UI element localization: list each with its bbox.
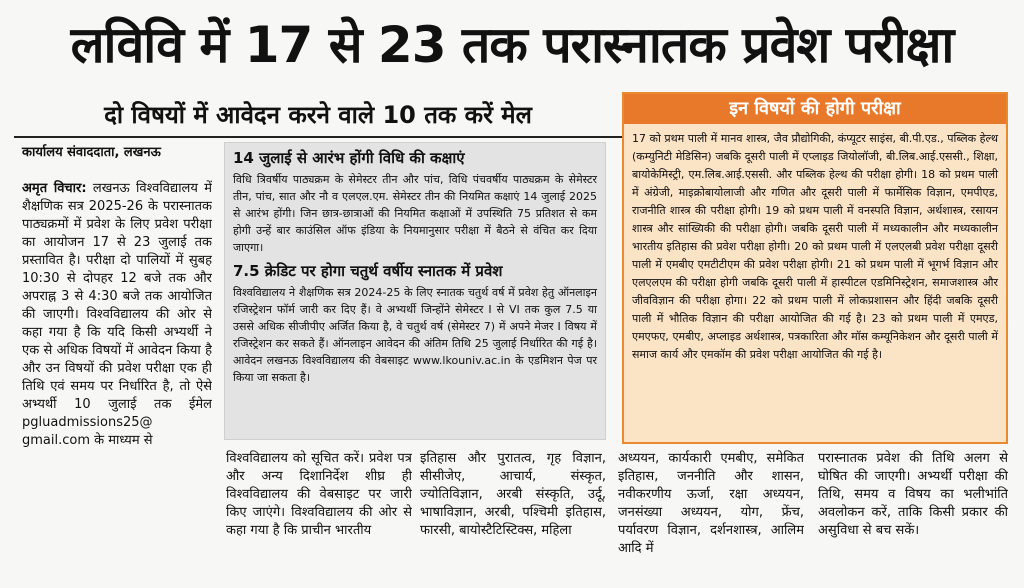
ug-admission-heading: 7.5 क्रेडिट पर होगा चतुर्थ वर्षीय स्नातक में प्रवेश [233, 262, 503, 280]
column-1-text: लखनऊ विश्वविद्यालय में शैक्षणिक सत्र 2025-26 के परास्नातक पाठ्यक्रमों में प्रवेश के लिए प्रवेश परीक्षा का आयोजन 17 से 23 जुलाई तक प्रस्तावित है। परीक्षा दो पालियों में सुबह 10:30 से दोपहर 12 बजे तक और अपराह्न 3 से 4:30 बजे तक आयोजित की जाएगी। विश्वविद्यालय की ओर से कहा गया है कि यदि किसी अभ्यर्थी ने एक से अधिक विषयों में आवेदन किया है और उन विषयों की प्रवेश परीक्षा एक ही तिथि एवं समय पर निर्धारित है, तो ऐसे अभ्यर्थी 10 जुलाई तक ईमेल pgluadmissions25@ gmail.com के माध्यम से [22, 181, 212, 448]
law-classes-heading: 14 जुलाई से आरंभ होंगी विधि की कक्षाएं [233, 149, 465, 167]
ug-admission-text: विश्वविद्यालय ने शैक्षणिक सत्र 2024-25 के लिए स्नातक चतुर्थ वर्ष में प्रवेश हेतु ऑनलाइन रजिस्ट्रेशन फॉर्म जारी कर दिए हैं। वे अभ्यर्थी जिन्होंने सेमेस्टर I से VI तक कुल 7.5 या उससे अधिक सीजीपीए अर्जित किया है, वे चतुर्थ वर्ष (सेमेस्टर 7) में अपने मेजर I विषय में रजिस्ट्रेशन कर सकते हैं। ऑनलाइन आवेदन की अंतिम तिथि 25 जुलाई निर्धारित की गई है। आवेदन लखनऊ विश्वविद्यालय की वेबसाइट www.lkouniv.ac.in के एडमिशन पेज पर किया जा सकता है। [233, 286, 597, 384]
exam-subjects-title: इन विषयों की होगी परीक्षा [624, 94, 1006, 124]
divider [14, 136, 624, 138]
lead-label: अमृत विचार: [22, 181, 87, 196]
subheadline: दो विषयों में आवेदन करने वाले 10 तक करें मेल [104, 101, 532, 129]
article-column-5: परास्नातक प्रवेश की तिथि अलग से घोषित की जाएगी। अभ्यर्थी परीक्षा की तिथि, समय व विषय का भलीभांति अवलोकन करें, ताकि किसी प्रकार की असुविधा से बच सकें। [818, 451, 1008, 538]
exam-subjects-text: 17 को प्रथम पाली में मानव शास्त्र, जैव प्रौद्योगिकी, कंप्यूटर साइंस, बी.पी.एड., पब्लिक हेल्थ (कम्युनिटी मेडिसिन) जबकि दूसरी पाली में एप्लाइड जियोलॉजी, बी.लिब.आई.एससी., शिक्षा, बायोकेमिस्ट्री, एम.लिब.आई.एससी. और पब्लिक हेल्थ की परीक्षा होगी। 18 को प्रथम पाली में अंग्रेजी, माइक्रोबायोलाजी और गणित और दूसरी पाली में फार्मेसिक विज्ञान, एमपीएड, राजनीति शास्त्र की परीक्षा होगी। 19 को प्रथम पाली में वनस्पति विज्ञान, अर्थशास्त्र, रसायन शास्त्र और सांख्यिकी की परीक्षा होगी। जबकि दूसरी पाली में मध्यकालीन और मध्यकालीन भारतीय इतिहास की प्रवेश परीक्षा होगी। 20 को प्रथम पाली में एलएलबी प्रवेश परीक्षा दूसरी पाली में एमबीए एमटीटीएम की प्रवेश परीक्षा होगी। 21 को प्रथम पाली में भूगर्भ विज्ञान और एलएलएम की परीक्षा होगी जबकि दूसरी पाली में हास्पीटल एडमिनिस्ट्रेशन, समाजशास्त्र और जीवविज्ञान की परीक्षा होगा। 22 को प्रथम पाली में लोकप्रशासन और हिंदी जबकि दूसरी पाली में भौतिक विज्ञान की परीक्षा आयोजित की गई है। 23 को प्रथम पाली में एमएड, एमएफए, एमबीए, अप्लाइड अर्थशास्त्र, पत्रकारिता और मॉस कम्यूनिकेशन और दूसरी पाली में समाज कार्य और एमकॉम की प्रवेश परीक्षा आयोजित की गई है। [632, 132, 998, 361]
article-column-4: अध्ययन, कार्यकारी एमबीए, समेकित इतिहास, जननीति और शासन, नवीकरणीय ऊर्जा, रक्षा अध्ययन, जनसंख्या अध्ययन, योग, फ्रेंच, पर्यावरण विज्ञान, दर्शनशास्त्र, आलिम आदि में [618, 451, 804, 556]
article-column-2: विश्वविद्यालय को सूचित करें। प्रवेश पत्र और अन्य दिशानिर्देश शीघ्र ही विश्वविद्यालय की वेबसाइट पर जारी किए जाएंगे। विश्वविद्यालय की ओर से कहा गया है कि प्राचीन भारतीय [226, 451, 412, 538]
article-column-3: इतिहास और पुरातत्व, गृह विज्ञान, सीसीजेए, आचार्य, संस्कृत, ज्योतिविज्ञान, अरबी संस्कृति, उर्दू, भाषाविज्ञान, अरबी, पश्चिमी इतिहास, फारसी, बायोस्टैटिस्टिक्स, महिला [420, 451, 606, 538]
article-column-1 [22, 180, 212, 588]
headline: लविवि में 17 से 23 तक परास्नातक प्रवेश परीक्षा [70, 16, 954, 74]
sidebar-box-law-ug [224, 142, 606, 440]
law-classes-text: विधि त्रिवर्षीय पाठ्यक्रम के सेमेस्टर तीन और पांच, विधि पंचवर्षीय पाठ्यक्रम के सेमेस्टर तीन, पांच, सात और नौ व एलएल.एम. सेमेस्टर तीन की नियमित कक्षाएं 14 जुलाई 2025 से आरंभ होंगी। जिन छात्र-छात्राओं की नियमित कक्षाओं में उपस्थिति 75 प्रतिशत से कम होगी उन्हें बार काउंसिल ऑफ इंडिया के नियमानुसार परीक्षा में बैठने से वंचित कर दिया जाएगा। [233, 173, 597, 254]
byline: कार्यालय संवाददाता, लखनऊ [22, 145, 161, 160]
exam-subjects-box [622, 92, 1008, 444]
